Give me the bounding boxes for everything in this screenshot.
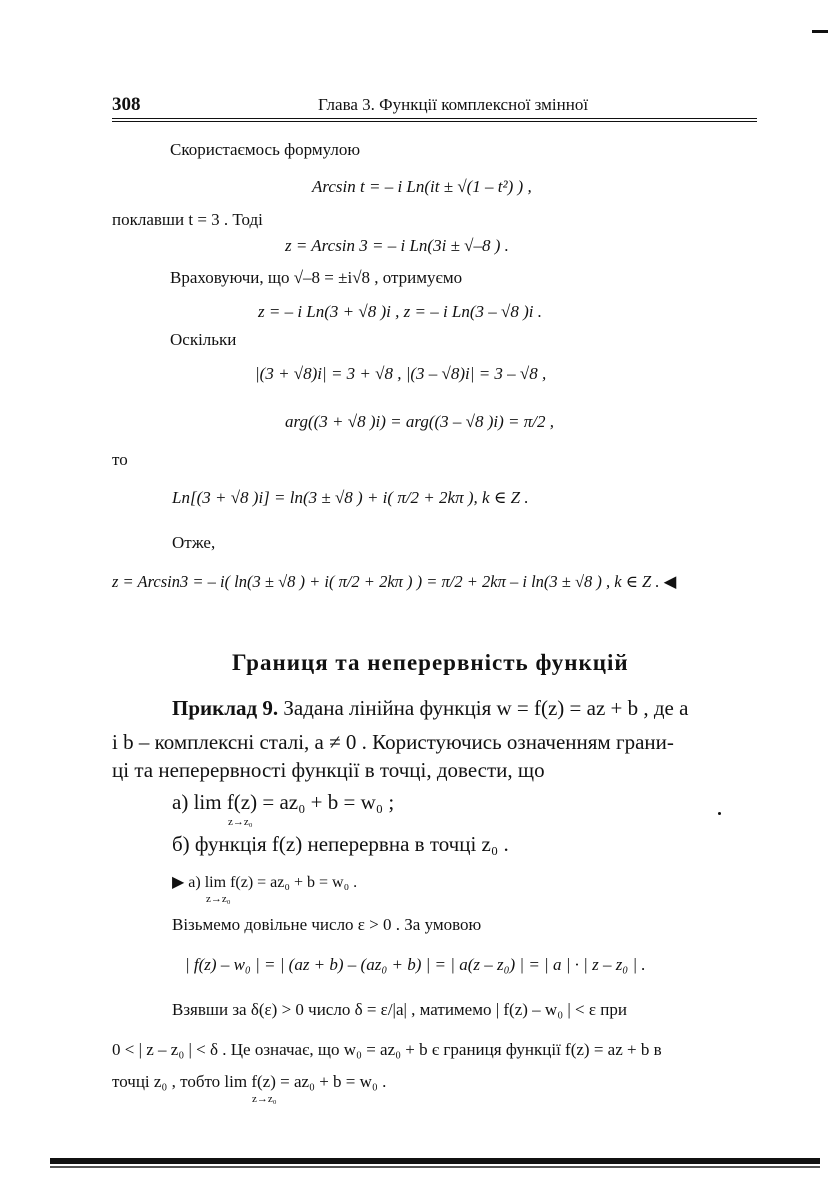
formula-line: z = Arcsin3 = – i( ln(3 ± √8 ) + i( π/2 + 2kπ ) ) = π/2 + 2kπ – i ln(3 ± √8 ) , k ∈ Z . ◀	[112, 572, 677, 591]
formula-line: arg((3 + √8 )i) = arg((3 – √8 )i) = π/2 ,	[285, 412, 555, 431]
solution-line: точці z₀ , тобто lim f(z) = az₀ + b = w₀ .	[112, 1072, 387, 1091]
header-rule-secondary	[112, 121, 757, 122]
formula-line: Ln[(3 + √8 )i] = ln(3 ± √8 ) + i( π/2 + 2kπ ), k ∈ Z .	[172, 488, 529, 507]
section-heading: Границя та неперервність функцій	[232, 650, 629, 675]
bottom-border	[50, 1158, 820, 1164]
scan-dot	[718, 812, 721, 815]
limit-subscript: z→z₀	[228, 816, 253, 828]
example-item-b: б) функція f(z) неперервна в точці z₀ .	[172, 832, 509, 856]
solution-line: Взявши за δ(ε) > 0 число δ = ε/|a| , матимемо | f(z) – w₀ | < ε при	[172, 1000, 627, 1019]
formula-line: z = Arcsin 3 = – i Ln(3i ± √–8 ) .	[285, 236, 509, 255]
bottom-border-secondary	[50, 1166, 820, 1168]
text-line: Враховуючи, що √–8 = ±i√8 , отримуємо	[170, 268, 463, 287]
text-line: то	[112, 450, 128, 469]
example-label: Приклад 9.	[172, 696, 279, 720]
example-text: ці та неперервності функції в точці, довести, що	[112, 758, 545, 782]
limit-subscript: z→z₀	[252, 1093, 277, 1105]
limit-subscript: z→z₀	[206, 893, 231, 905]
example-item-a: а) lim f(z) = az₀ + b = w₀ ;	[172, 790, 395, 814]
formula-line: Arcsin t = – i Ln(it ± √(1 – t²) ) ,	[312, 177, 532, 196]
example-first-line	[172, 696, 688, 721]
text-line: Отже,	[172, 533, 216, 552]
formula-line: | f(z) – w₀ | = | (az + b) – (az₀ + b) | = | a(z – z₀) | = | a | · | z – z₀ | .	[185, 955, 646, 974]
formula-line: z = – i Ln(3 + √8 )i , z = – i Ln(3 – √8 )i .	[258, 302, 543, 321]
example-text: і b – комплексні сталі, a ≠ 0 . Користуючись означенням грани-	[112, 730, 674, 754]
solution-line: 0 < | z – z₀ | < δ . Це означає, що w₀ = az₀ + b є границя функції f(z) = az + b в	[112, 1040, 662, 1059]
formula-line: |(3 + √8)i| = 3 + √8 , |(3 – √8)i| = 3 – √8 ,	[255, 364, 547, 383]
solution-line: Візьмемо довільне число ε > 0 . За умовою	[172, 915, 482, 934]
running-header: Глава 3. Функції комплексної змінної	[318, 95, 589, 114]
page-number: 308	[112, 94, 141, 115]
text-line: поклавши t = 3 . Тоді	[112, 210, 263, 229]
example-text: Задана лінійна функція w = f(z) = az + b , де a	[278, 696, 689, 720]
solution-line: ▶ а) lim f(z) = az₀ + b = w₀ .	[172, 874, 358, 891]
text-line: Оскільки	[170, 330, 237, 349]
header-rule	[112, 118, 757, 119]
corner-scan-mark	[812, 30, 828, 33]
text-line: Скористаємось формулою	[170, 140, 361, 159]
